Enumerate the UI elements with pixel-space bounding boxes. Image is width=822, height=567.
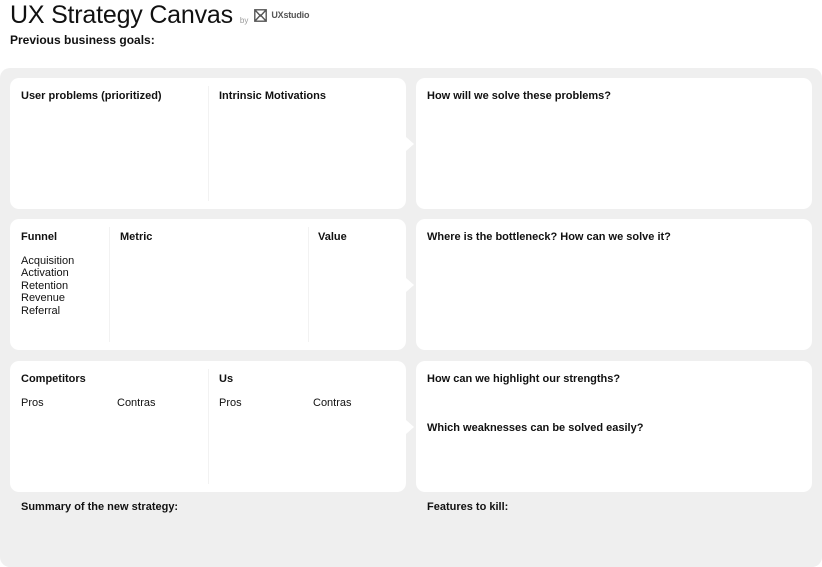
- column-divider: [308, 227, 309, 342]
- solve-problems-card[interactable]: [416, 78, 812, 209]
- metric-label: Metric: [120, 231, 153, 243]
- brand-logo: [254, 9, 309, 22]
- intrinsic-motivations-label: Intrinsic Motivations: [219, 90, 326, 102]
- weaknesses-label: Which weaknesses can be solved easily?: [427, 422, 644, 434]
- brand-name: UXstudio: [271, 10, 310, 20]
- arrow-right-icon: [406, 278, 414, 292]
- funnel-steps-list: [21, 255, 74, 317]
- funnel-label: Funnel: [21, 231, 58, 243]
- funnel-step: Retention: [21, 279, 69, 292]
- funnel-card[interactable]: [10, 219, 406, 350]
- previous-goals-label: Previous business goals:: [10, 33, 155, 47]
- by-label: by: [239, 16, 249, 25]
- funnel-step: Activation: [21, 267, 69, 280]
- user-problems-card[interactable]: [10, 78, 406, 209]
- arrow-right-icon: [406, 137, 414, 151]
- bottleneck-label: Where is the bottleneck? How can we solve it?: [427, 231, 671, 243]
- competitors-card[interactable]: [10, 361, 406, 492]
- bottleneck-card[interactable]: [416, 219, 812, 350]
- competitors-contras-label: Contras: [117, 397, 156, 409]
- funnel-step: Revenue: [21, 292, 66, 305]
- us-contras-label: Contras: [313, 397, 352, 409]
- competitors-pros-label: Pros: [21, 397, 44, 409]
- features-to-kill-label: Features to kill:: [427, 501, 509, 513]
- uxstudio-logo-icon: [254, 9, 267, 22]
- column-divider: [208, 86, 209, 201]
- funnel-step: Referral: [21, 304, 61, 317]
- value-label: Value: [318, 231, 347, 243]
- canvas-header: [10, 0, 309, 30]
- summary-label: Summary of the new strategy:: [21, 501, 179, 513]
- page-title: UX Strategy Canvas: [10, 1, 233, 29]
- solve-problems-label: How will we solve these problems?: [427, 90, 611, 102]
- funnel-step: Acquisition: [21, 255, 75, 267]
- strengths-label: How can we highlight our strengths?: [427, 373, 621, 385]
- strengths-card[interactable]: [416, 361, 812, 492]
- competitors-label: Competitors: [21, 373, 86, 385]
- arrow-right-icon: [406, 420, 414, 434]
- us-label: Us: [219, 373, 234, 385]
- us-pros-label: Pros: [219, 397, 242, 409]
- column-divider: [109, 227, 110, 342]
- user-problems-label: User problems (prioritized): [21, 90, 162, 102]
- column-divider: [208, 369, 209, 484]
